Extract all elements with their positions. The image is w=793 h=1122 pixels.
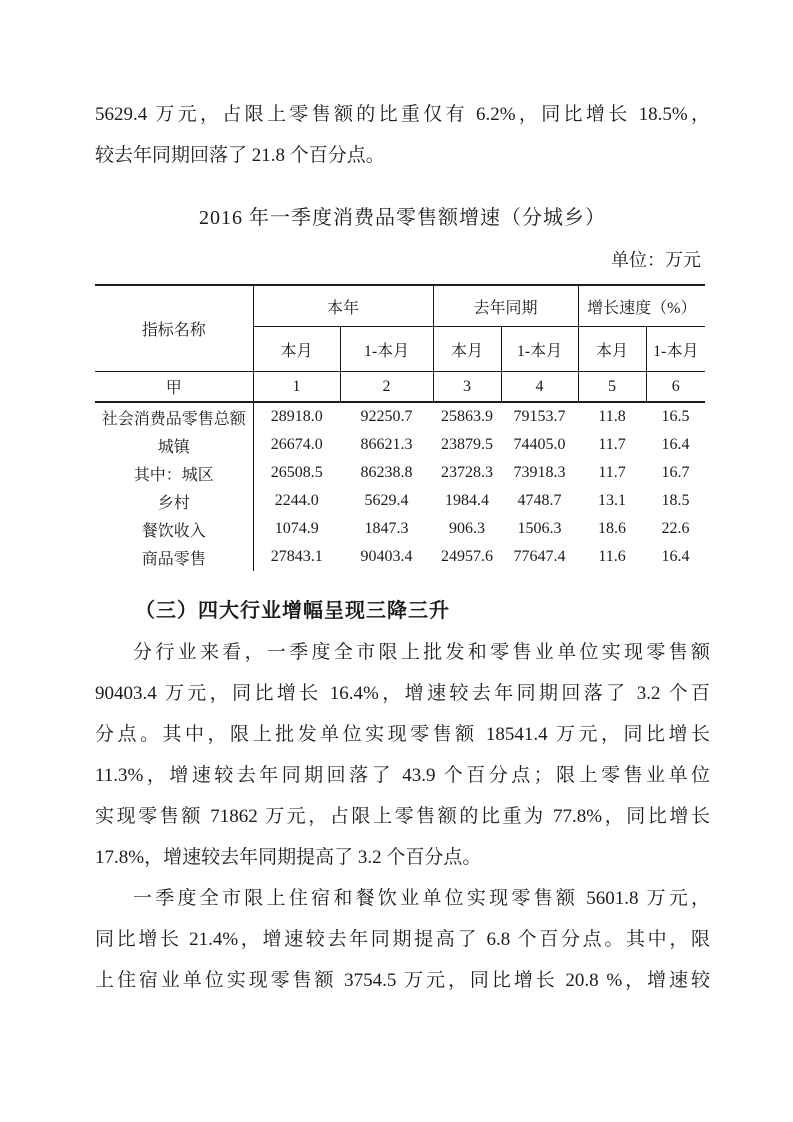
row-label: 乡村 (95, 487, 253, 515)
code-cell: 1 (253, 372, 340, 403)
stats-table (95, 284, 705, 571)
cell-value: 13.1 (598, 492, 627, 509)
cell-value: 16.7 (661, 464, 690, 481)
cell-value: 1847.3 (364, 520, 409, 537)
cell-value: 11.6 (598, 548, 626, 565)
sub-header: 1-本月 (340, 327, 433, 372)
section-heading: （三）四大行业增幅呈现三降三升 (135, 600, 450, 622)
table-row (95, 543, 705, 571)
text-line: 分行业来看，一季度全市限上批发和零售业单位实现零售额 (133, 642, 710, 663)
cell-value: 16.5 (661, 408, 690, 425)
cell-value: 16.4 (661, 548, 690, 565)
cell-value: 1984.4 (445, 492, 490, 509)
column-group-growth-rate: 增长速度（%） (578, 285, 705, 327)
code-cell: 2 (340, 372, 433, 403)
page-content (95, 0, 710, 1001)
table-row (95, 402, 705, 431)
cell-value: 26674.0 (270, 436, 323, 453)
column-group-current-year: 本年 (253, 285, 433, 327)
table-row (95, 515, 705, 543)
text-line: 5629.4 万元，占限上零售额的比重仅有 6.2%，同比增长 18.5%， (95, 104, 710, 125)
code-cell: 6 (646, 372, 705, 403)
cell-value: 23728.3 (441, 464, 494, 481)
cell-value: 90403.4 (360, 548, 413, 565)
text-line: 11.3%，增速较去年同期回落了 43.9 个百分点；限上零售业单位 (95, 765, 710, 786)
cell-value: 16.4 (661, 436, 690, 453)
table-title: 2016 年一季度消费品零售额增速（分城乡） (199, 207, 606, 229)
column-header-stub: 指标名称 (95, 285, 253, 372)
sub-header: 本月 (578, 327, 646, 372)
text-line: 实现零售额 71862 万元，占限上零售额的比重为 77.8%，同比增长 (95, 806, 710, 827)
sub-header: 本月 (433, 327, 501, 372)
cell-value: 24957.6 (441, 548, 494, 565)
cell-value: 18.6 (598, 520, 627, 537)
cell-value: 77647.4 (513, 548, 566, 565)
text-line: 一季度全市限上住宿和餐饮业单位实现零售额 5601.8 万元， (133, 888, 710, 909)
row-label: 商品零售 (95, 543, 253, 571)
cell-value: 22.6 (661, 520, 690, 537)
cell-value: 5629.4 (364, 492, 409, 509)
cell-value: 74405.0 (513, 436, 566, 453)
cell-value: 86621.3 (360, 436, 413, 453)
column-group-last-year: 去年同期 (433, 285, 578, 327)
text-line: 上住宿业单位实现零售额 3754.5 万元，同比增长 20.8 %，增速较 (95, 970, 710, 991)
group-header-row (95, 285, 705, 327)
sub-header: 1-本月 (501, 327, 578, 372)
cell-value: 11.8 (598, 408, 626, 425)
table-row (95, 431, 705, 459)
unit-label: 单位：万元 (611, 250, 701, 270)
text-line: 90403.4 万元，同比增长 16.4%，增速较去年同期回落了 3.2 个百 (95, 683, 710, 704)
cell-value: 25863.9 (441, 408, 494, 425)
cell-value: 1506.3 (517, 520, 562, 537)
cell-value: 18.5 (661, 492, 690, 509)
row-label: 其中：城区 (95, 459, 253, 487)
row-label: 餐饮收入 (95, 515, 253, 543)
table-row (95, 459, 705, 487)
text-line: 17.8%，增速较去年同期提高了 3.2 个百分点。 (95, 847, 482, 868)
text-line: 分点。其中，限上批发单位实现零售额 18541.4 万元，同比增长 (95, 724, 710, 745)
code-cell: 甲 (95, 372, 253, 403)
cell-value: 2244.0 (274, 492, 319, 509)
table-body (95, 402, 705, 571)
row-label: 社会消费品零售总额 (95, 402, 253, 431)
cell-value: 23879.5 (441, 436, 494, 453)
cell-value: 906.3 (449, 520, 486, 537)
column-code-row (95, 372, 705, 403)
cell-value: 11.7 (598, 464, 626, 481)
table-row (95, 487, 705, 515)
cell-value: 27843.1 (270, 548, 323, 565)
sub-header: 本月 (253, 327, 340, 372)
code-cell: 4 (501, 372, 578, 403)
cell-value: 26508.5 (270, 464, 323, 481)
table-header (95, 285, 705, 402)
cell-value: 73918.3 (513, 464, 566, 481)
code-cell: 3 (433, 372, 501, 403)
cell-value: 92250.7 (360, 408, 413, 425)
cell-value: 1074.9 (274, 520, 319, 537)
sub-header: 1-本月 (646, 327, 705, 372)
row-label: 城镇 (95, 431, 253, 459)
text-line: 同比增长 21.4%，增速较去年同期提高了 6.8 个百分点。其中，限 (95, 929, 710, 950)
cell-value: 28918.0 (270, 408, 323, 425)
cell-value: 79153.7 (513, 408, 566, 425)
cell-value: 4748.7 (517, 492, 562, 509)
cell-value: 86238.8 (360, 464, 413, 481)
code-cell: 5 (578, 372, 646, 403)
text-line: 较去年同期回落了 21.8 个百分点。 (95, 145, 385, 166)
cell-value: 11.7 (598, 436, 626, 453)
